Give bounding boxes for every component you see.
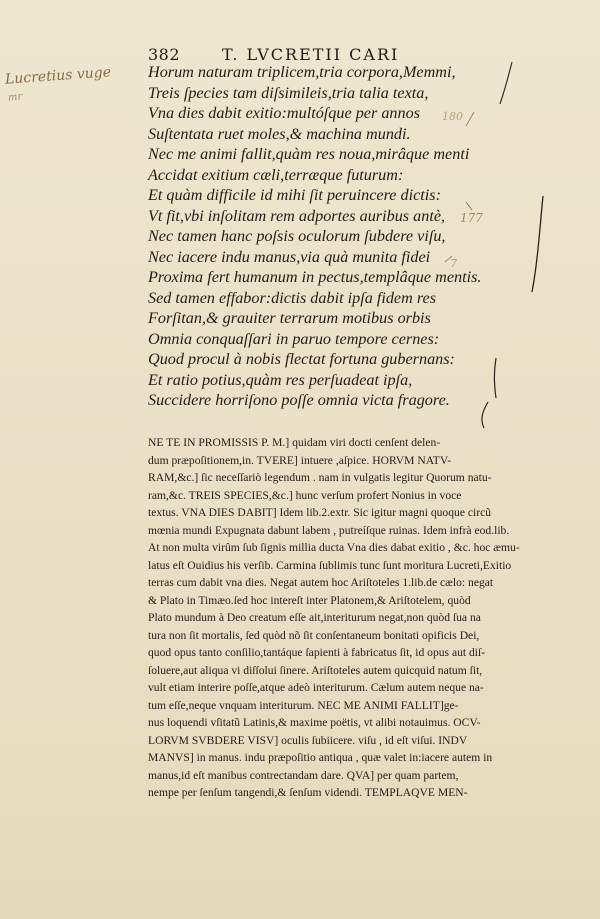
commentary-line: ram,&c. TREIS SPECIES,&c.] hunc verſum profert Nonius in voce bbox=[148, 488, 462, 502]
verse-line: Sed tamen effabor:dictis dabit ipſa fidem res bbox=[148, 288, 437, 307]
verse-line: Nec tamen hanc poſsis oculorum ſubdere viſu, bbox=[148, 227, 446, 245]
commentary-line: tura non ſit mortalis, ſed quòd nõ ſit conſentaneum bonitati opificis Dei, bbox=[148, 628, 480, 642]
verse-line: Proxima fert humanum in pectus,templâque mentis. bbox=[148, 268, 482, 286]
marginal-note: 177 bbox=[460, 211, 483, 225]
verse-line: Accidat exitium cæli,terræque futurum: bbox=[148, 165, 404, 184]
verse-line: Forſitan,& grauiter terrarum motibus orbis bbox=[148, 309, 431, 327]
commentary-line: At non multa virûm ſub ſignis millia ducta Vna dies dabat exitio , &c. hoc æmu- bbox=[148, 541, 520, 554]
running-head: T. LVCRETII CARI bbox=[222, 45, 400, 64]
verse-line: Et quàm difficile id mihi ſit peruincere dictis: bbox=[148, 186, 441, 204]
commentary-line: textus. VNA DIES DABIT] Idem lib.2.extr. Sic igitur magni quoque circũ bbox=[148, 506, 492, 519]
marginal-note: mr bbox=[7, 91, 23, 104]
page-number: 382 bbox=[148, 45, 181, 64]
verse-line: Vna dies dabit exitio:multóſque per annos bbox=[148, 104, 421, 122]
marginal-note: Lucretius vuge bbox=[4, 64, 112, 88]
verse-line: Omnia conquaſſari in paruo tempore cernes: bbox=[148, 329, 440, 348]
commentary-line: latus eſt Ouidius his verſib. Carmina ſublimis tunc ſunt moritura Lucreti,Exitio bbox=[148, 558, 512, 572]
commentary-line: tum eſſe,neque vnquam interiturum. NEC ME ANIMI FALLIT]ge- bbox=[148, 698, 459, 712]
verse-line: Nec me animi fallit,quàm res noua,mirâque menti bbox=[148, 145, 470, 163]
verse-line: Et ratio potius,quàm res perſuadeat ipſa, bbox=[148, 370, 413, 389]
verse-line: Quod procul à nobis flectat fortuna gubernans: bbox=[148, 350, 455, 368]
commentary-line: manus,id eſt manibus contrectandam dare. QVA] per quam partem, bbox=[148, 768, 459, 782]
verse-line: Succidere horriſono poſſe omnia victa fragore. bbox=[148, 391, 450, 409]
margin-bracket-line bbox=[500, 62, 512, 104]
commentary-line: ſoluere,aut aliqua vi diſſolui ſinere. Ariſtoteles autem quicquid natum ſit, bbox=[148, 663, 483, 677]
commentary-line: & Plato in Timæo.ſed hoc intereſt inter Platonem,& Ariſtotelem, quòd bbox=[148, 593, 471, 607]
verse-line: Treis ſpecies tam diſsimileis,tria talia texta, bbox=[148, 83, 429, 102]
commentary-line: mœnia mundi Expugnata dabunt labem , putreíſque ruinas. Idem infrà eod.lib. bbox=[148, 523, 510, 537]
commentary-line: Plato mundum à Deo creatum eſſe ait,interiturum negat,non quòd ſua na bbox=[148, 611, 481, 624]
commentary-line: quod opus tanto conſilio,tantáque ſapienti à fabricatus ſit, id opus aut diſ- bbox=[148, 646, 486, 659]
commentary-line: terras cum dabit vna dies. Negat autem hoc Ariſtoteles 1.lib.de cælo: negat bbox=[148, 576, 494, 589]
margin-bracket-line bbox=[495, 358, 497, 398]
commentary-line: RAM,&c.] ſic neceſſariò legendum . nam in vulgatis legitur Quorum natu- bbox=[148, 471, 492, 484]
commentary-line: MANVS] in manus. indu præpoſitio antiqua , quæ valet in:iacere autem in bbox=[148, 751, 493, 764]
commentary-line: nempe per ſenſum tangendi,& ſenſum videndi. TEMPLAQVE MEN- bbox=[148, 786, 468, 799]
margin-bracket-line bbox=[532, 196, 543, 292]
commentary-line: dum præpoſitionem,in. TVERE] intuere ,aſpice. HORVM NATV- bbox=[148, 453, 452, 467]
marginal-note: 180 bbox=[442, 110, 463, 123]
commentary-line: vult etiam interire poſſe,atque adeò interiturum. Cælum autem neque na- bbox=[148, 681, 484, 694]
margin-bracket-line bbox=[482, 402, 488, 428]
commentary-line: NE TE IN PROMISSIS P. M.] quidam viri docti cenſent delen- bbox=[148, 436, 441, 449]
commentary-line: nus loquendi vſitatũ Latinis,& maxime poëtis, vt alibi notauimus. OCV- bbox=[148, 716, 481, 729]
verse-line: Vt fit,vbi inſolitam rem adportes auribus antè, bbox=[148, 206, 446, 225]
verse-line: Nec iacere indu manus,via quà munita fidei bbox=[148, 247, 431, 266]
margin-bracket-line bbox=[466, 112, 474, 126]
verse-line: Suſtentata ruet moles,& machina mundi. bbox=[148, 124, 411, 143]
margin-tick bbox=[466, 202, 472, 210]
margin-tick bbox=[445, 256, 452, 262]
marginal-note: 7 bbox=[450, 257, 457, 270]
verse-line: Horum naturam triplicem,tria corpora,Memmi, bbox=[148, 63, 456, 81]
commentary-line: LORVM SVBDERE VISV] oculis ſubiicere. viſu , id eſt viſui. INDV bbox=[148, 733, 468, 747]
